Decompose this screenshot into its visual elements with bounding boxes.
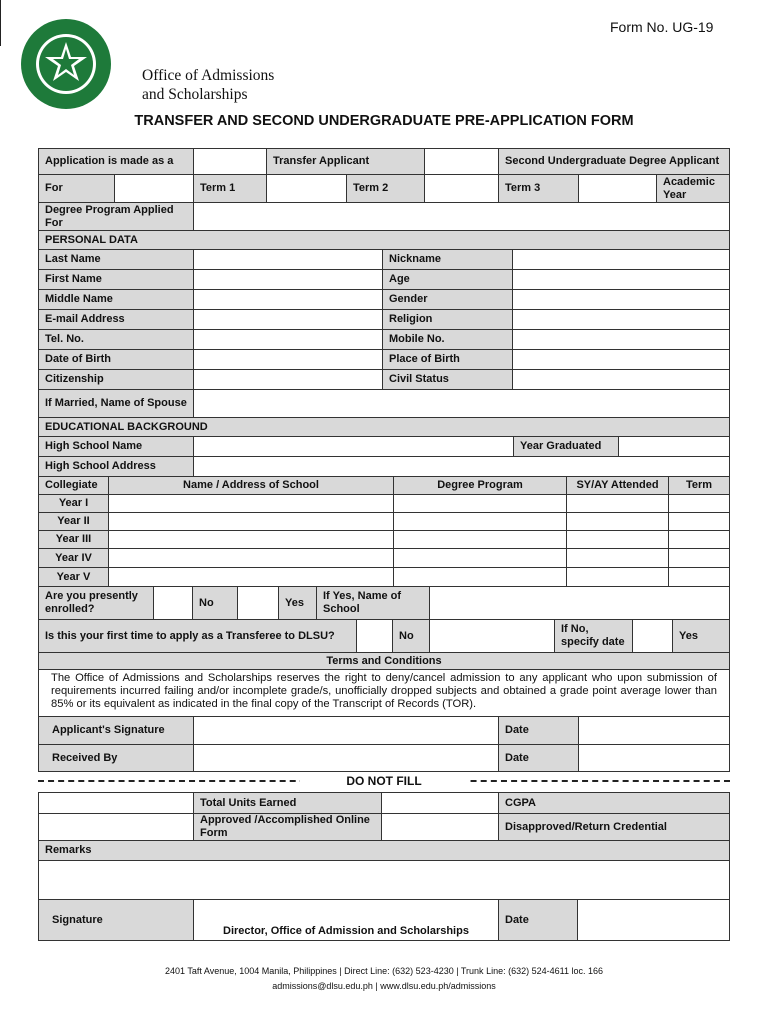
- email-field[interactable]: [193, 309, 383, 330]
- form-number: Form No. UG-19: [610, 19, 714, 35]
- year-row-label: Year IV: [38, 548, 109, 568]
- hs-name-label: High School Name: [38, 436, 194, 457]
- email-label: E-mail Address: [38, 309, 194, 330]
- director-signature-field[interactable]: [193, 899, 499, 941]
- enrolled-no-checkbox[interactable]: [153, 586, 193, 620]
- applicant-date-field[interactable]: [578, 716, 730, 745]
- disapproved-label: Disapproved/Return Credential: [498, 813, 730, 841]
- term3-field[interactable]: [578, 174, 657, 203]
- form-title: TRANSFER AND SECOND UNDERGRADUATE PRE-APPLICATION FORM: [134, 113, 634, 129]
- year-row-label: Year II: [38, 512, 109, 531]
- approved-label: Approved /Accomplished Online Form: [193, 813, 382, 841]
- received-date-field[interactable]: [578, 744, 730, 772]
- year-degree-field[interactable]: [393, 530, 567, 549]
- first-name-label: First Name: [38, 269, 194, 290]
- office-line-1: Office of Admissions: [142, 67, 275, 84]
- age-label: Age: [382, 269, 513, 290]
- year-graduated-label: Year Graduated: [513, 436, 619, 457]
- middle-name-label: Middle Name: [38, 289, 194, 310]
- dob-label: Date of Birth: [38, 349, 194, 370]
- applicant-signature-label: Applicant's Signature: [38, 716, 194, 745]
- gender-label: Gender: [382, 289, 513, 310]
- nickname-label: Nickname: [382, 249, 513, 270]
- hs-name-field[interactable]: [193, 436, 514, 457]
- received-by-field[interactable]: [193, 744, 499, 772]
- year-degree-field[interactable]: [393, 512, 567, 531]
- first-time-date-field[interactable]: [429, 619, 555, 653]
- term-column-header: Term: [668, 476, 730, 495]
- first-name-field[interactable]: [193, 269, 383, 290]
- for-field[interactable]: [114, 174, 194, 203]
- applicant-signature-field[interactable]: [193, 716, 499, 745]
- terms-heading: Terms and Conditions: [38, 652, 730, 670]
- spouse-label: If Married, Name of Spouse: [38, 389, 194, 418]
- for-label: For: [38, 174, 115, 203]
- year-school-field[interactable]: [108, 548, 394, 568]
- office-blank-cell: [38, 792, 194, 814]
- education-heading: EDUCATIONAL BACKGROUND: [38, 417, 730, 437]
- enrolled-yes-checkbox[interactable]: [237, 586, 279, 620]
- first-time-no-checkbox[interactable]: [356, 619, 393, 653]
- office-date-field[interactable]: [577, 899, 730, 941]
- year-sy-field[interactable]: [566, 494, 669, 513]
- age-field[interactable]: [512, 269, 730, 290]
- first-time-no-label: No: [392, 619, 430, 653]
- middle-name-field[interactable]: [193, 289, 383, 310]
- cut-line-right: [430, 780, 730, 782]
- term1-label: Term 1: [193, 174, 267, 203]
- nickname-field[interactable]: [512, 249, 730, 270]
- civil-status-field[interactable]: [512, 369, 730, 390]
- sy-column-header: SY/AY Attended: [566, 476, 669, 495]
- hs-address-field[interactable]: [193, 456, 730, 477]
- footer-contact: [0, 964, 768, 994]
- mobile-label: Mobile No.: [382, 329, 513, 350]
- cut-line-left: [38, 780, 336, 782]
- term2-label: Term 2: [346, 174, 425, 203]
- last-name-label: Last Name: [38, 249, 194, 270]
- first-time-yes-checkbox[interactable]: [632, 619, 673, 653]
- year-row-label: Year III: [38, 530, 109, 549]
- first-time-label: Is this your first time to apply as a Transferee to DLSU?: [38, 619, 357, 653]
- year-degree-field[interactable]: [393, 567, 567, 587]
- footer-address: 2401 Taft Avenue, 1004 Manila, Philippines | Direct Line: (632) 523-4230 | Trunk Line: (632) 524-4611 loc. 166: [165, 966, 603, 976]
- application-made-as-label: Application is made as a: [38, 148, 194, 175]
- degree-column-header: Degree Program: [393, 476, 567, 495]
- pob-field[interactable]: [512, 349, 730, 370]
- hs-address-label: High School Address: [38, 456, 194, 477]
- year-row-label: Year V: [38, 567, 109, 587]
- year-degree-field[interactable]: [393, 494, 567, 513]
- year-term-field[interactable]: [668, 512, 730, 531]
- mobile-field[interactable]: [512, 329, 730, 350]
- tel-label: Tel. No.: [38, 329, 194, 350]
- degree-program-label: Degree Program Applied For: [38, 202, 194, 231]
- received-by-label: Received By: [38, 744, 194, 772]
- school-column-header: Name / Address of School: [108, 476, 394, 495]
- term2-field[interactable]: [424, 174, 499, 203]
- pob-label: Place of Birth: [382, 349, 513, 370]
- year-school-field[interactable]: [108, 530, 394, 549]
- religion-field[interactable]: [512, 309, 730, 330]
- year-row-label: Year I: [38, 494, 109, 513]
- if-yes-school-field[interactable]: [429, 586, 730, 620]
- year-sy-field[interactable]: [566, 512, 669, 531]
- office-line-2: and Scholarships: [142, 86, 248, 103]
- total-units-field[interactable]: [381, 792, 499, 814]
- presently-enrolled-label: Are you presently enrolled?: [38, 586, 154, 620]
- year-term-field[interactable]: [668, 548, 730, 568]
- remarks-field[interactable]: [38, 860, 730, 900]
- year-term-field[interactable]: [668, 530, 730, 549]
- total-units-label: Total Units Earned: [193, 792, 382, 814]
- year-term-field[interactable]: [668, 567, 730, 587]
- year-degree-field[interactable]: [393, 548, 567, 568]
- if-no-date-label: If No, specify date: [554, 619, 633, 653]
- religion-label: Religion: [382, 309, 513, 330]
- first-time-yes-label: Yes: [672, 619, 730, 653]
- footer-email-web: admissions@dlsu.edu.ph | www.dlsu.edu.ph/admissions: [272, 981, 496, 991]
- collegiate-header: Collegiate: [38, 476, 109, 495]
- approved-field[interactable]: [381, 813, 499, 841]
- dob-field[interactable]: [193, 349, 383, 370]
- year-school-field[interactable]: [108, 567, 394, 587]
- gender-field[interactable]: [512, 289, 730, 310]
- term3-label: Term 3: [498, 174, 579, 203]
- spouse-field[interactable]: [193, 389, 730, 418]
- remarks-label: Remarks: [38, 840, 730, 861]
- tel-field[interactable]: [193, 329, 383, 350]
- received-date-label: Date: [498, 744, 579, 772]
- office-date-label: Date: [498, 899, 578, 941]
- citizenship-field[interactable]: [193, 369, 383, 390]
- year-sy-field[interactable]: [566, 530, 669, 549]
- enrolled-no-label: No: [192, 586, 238, 620]
- last-name-field[interactable]: [193, 249, 383, 270]
- if-yes-school-label: If Yes, Name of School: [316, 586, 430, 620]
- transfer-applicant-label: Transfer Applicant: [266, 148, 425, 175]
- civil-status-label: Civil Status: [382, 369, 513, 390]
- year-sy-field[interactable]: [566, 567, 669, 587]
- personal-data-heading: PERSONAL DATA: [38, 230, 730, 250]
- terms-text: The Office of Admissions and Scholarships reserves the right to deny/cancel admission to any applicant who upon submission of requirements incurred failing and/or incomplete grade/s, unofficially dropped subjects and obtained a grade point average lower than 85% or its equivalent as indicated in the final copy of the Transcript of Records (TOR).: [38, 669, 730, 717]
- applicant-date-label: Date: [498, 716, 579, 745]
- cgpa-label: CGPA: [498, 792, 730, 814]
- citizenship-label: Citizenship: [38, 369, 194, 390]
- term1-field[interactable]: [266, 174, 347, 203]
- year-school-field[interactable]: [108, 494, 394, 513]
- transfer-checkbox-field[interactable]: [193, 148, 267, 175]
- year-graduated-field[interactable]: [618, 436, 730, 457]
- office-signature-label: Signature: [38, 899, 194, 941]
- year-school-field[interactable]: [108, 512, 394, 531]
- director-title: Director, Office of Admission and Scholarships: [223, 925, 469, 937]
- second-degree-checkbox-field[interactable]: [424, 148, 499, 175]
- year-term-field[interactable]: [668, 494, 730, 513]
- degree-program-field[interactable]: [193, 202, 730, 231]
- year-sy-field[interactable]: [566, 548, 669, 568]
- second-degree-label: Second Undergraduate Degree Applicant: [498, 148, 730, 175]
- do-not-fill-label: DO NOT FILL: [300, 774, 468, 788]
- enrolled-yes-label: Yes: [278, 586, 317, 620]
- academic-year-label: Academic Year: [656, 174, 730, 203]
- office-blank-cell: [38, 813, 194, 841]
